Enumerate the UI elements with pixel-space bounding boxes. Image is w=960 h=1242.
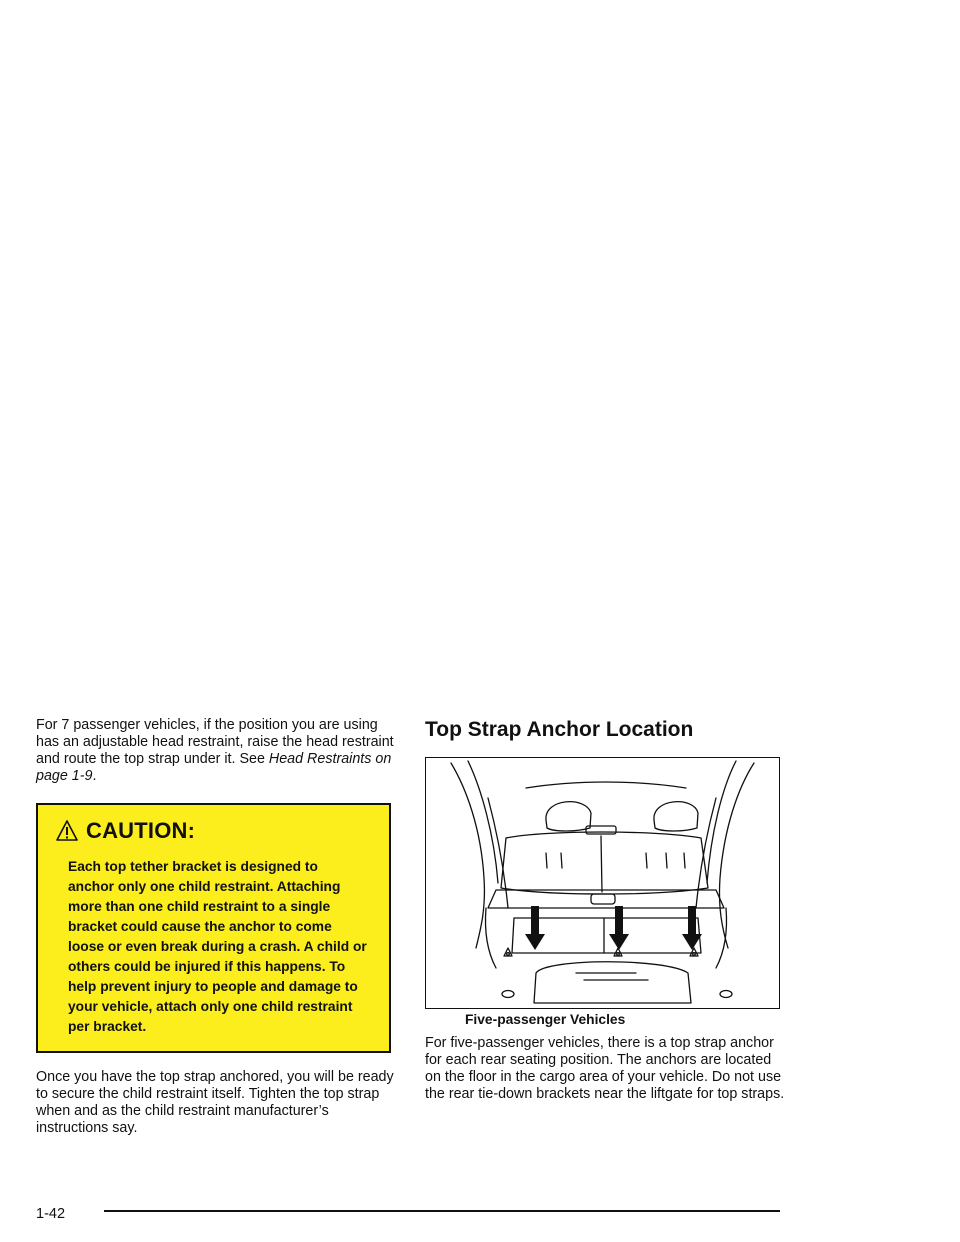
footer-rule [104, 1210, 780, 1212]
caution-title: CAUTION: [86, 818, 196, 843]
secure-paragraph: Once you have the top strap anchored, you will be ready to secure the child restraint itself. Tighten the top strap when and as the child restraint manufacturer’s instructions say. [36, 1069, 394, 1136]
intro-paragraph [36, 717, 396, 785]
cargo-area-drawing [426, 758, 778, 1007]
warning-triangle-icon [56, 820, 78, 842]
caution-text: Each top tether bracket is designed to anchor only one child restraint. Attaching more than one child restraint to a single bracket could cause the anchor to come loose or even break during a crash. A child or others could be injured if this happens. To help prevent injury to people and damage to your vehicle, attach only one child restraint per bracket. [38, 857, 389, 1051]
anchor-paragraph: For five-passenger vehicles, there is a top strap anchor for each rear seating position. The anchors are located on the floor in the cargo area of your vehicle. Do not use the rear tie-down brackets near the liftgate for top straps. [425, 1035, 785, 1102]
right-column [425, 717, 785, 1103]
head-restraints-reference[interactable]: Head Restraints on page 1-9 [36, 751, 392, 784]
anchor-location-illustration [425, 757, 780, 1009]
caution-box [36, 803, 391, 1053]
section-heading: Top Strap Anchor Location [425, 718, 694, 741]
page-number: 1-42 [36, 1206, 66, 1222]
caution-header [38, 805, 389, 857]
left-column [36, 717, 396, 1137]
intro-end: . [92, 768, 97, 784]
intro-text: For 7 passenger vehicles, if the position you are using has an adjustable head restraint, raise the head restraint and route the top strap under it. See [36, 717, 394, 767]
figure-caption: Five-passenger Vehicles [465, 1012, 626, 1027]
